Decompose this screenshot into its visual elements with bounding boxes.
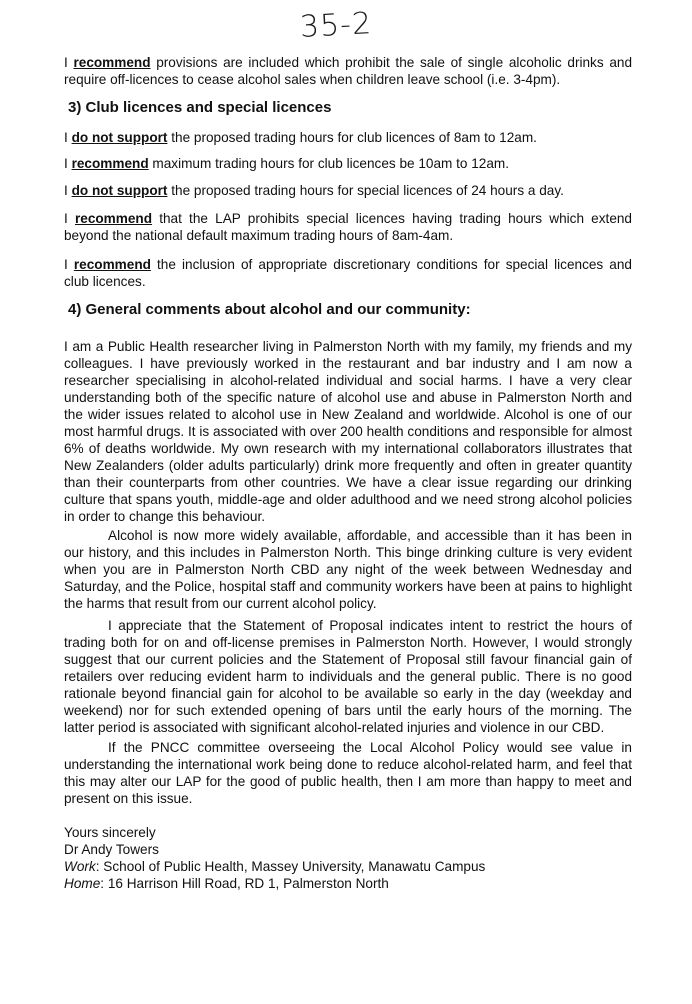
section3-item: I recommend that the LAP prohibits special licences having trading hours which extend beyond the national default maximum trading hours of 8am-4am.	[64, 211, 632, 243]
section3-item: I recommend maximum trading hours for club licences be 10am to 12am.	[64, 156, 510, 171]
section3-heading: 3) Club licences and special licences	[68, 99, 332, 116]
body-paragraph: I appreciate that the Statement of Proposal indicates intent to restrict the hours of trading both for on and off-license premises in Palmerston North. However, I would strongly suggest that our current policies and the Statement of Proposal still favour financial gain of retailers over reducing evident harm to individuals and the general public. There is no good rationale beyond financial gain for alcohol to be available so early in the day (weekday and weekend) nor for such extended opening of bars until the early hours of the morning. The latter period is associated with significant alcohol-related injuries and violence in our CBD.	[64, 618, 632, 735]
keyword: do not support	[71, 183, 168, 198]
body-paragraph: If the PNCC committee overseeing the Local Alcohol Policy would see value in understanding the international work being done to reduce alcohol-related harm, and feel that this may alter our LAP for the good of public health, then I am more than happy to meet and present on this issue.	[64, 740, 632, 806]
signatory-name: Dr Andy Towers	[64, 842, 159, 857]
keyword: recommend	[73, 257, 151, 272]
work-address: Work: School of Public Health, Massey University, Manawatu Campus	[64, 859, 486, 874]
work-label: Work	[64, 859, 96, 874]
keyword: recommend	[73, 55, 151, 70]
body-paragraph: Alcohol is now more widely available, affordable, and accessible than it has been in our history, and this includes in Palmerston North. This binge drinking culture is very evident when you are in Palmerston North CBD any night of the week between Wednesday and Saturday, and the Police, hospital staff and community workers have been at pains to highlight the harms that result from our current alcohol policy.	[64, 528, 632, 611]
home-label: Home	[64, 876, 101, 891]
section3-item: I recommend the inclusion of appropriate discretionary conditions for special licences and club licences.	[64, 257, 632, 289]
keyword: do not support	[71, 130, 168, 145]
home-address: Home: 16 Harrison Hill Road, RD 1, Palmerston North	[64, 876, 389, 891]
handwritten-page-number: 35-2	[299, 6, 373, 45]
body-paragraph: I am a Public Health researcher living in Palmerston North with my family, my friends and my colleagues. I have previously worked in the restaurant and bar industry and I am now a researcher specialising in alcohol-related individual and social harms. I have a very clear understanding both of the specific nature of alcohol use and abuse in Palmerston North and the wider issues related to alcohol use in New Zealand and worldwide. Alcohol is one of our most harmful drugs. It is associated with over 200 health conditions and responsible for almost 6% of deaths worldwide. My own research with my international collaborators illustrates that New Zealanders (older adults particularly) drink more frequently and often in greater quantity than their counterparts from other countries. We have a clear issue regarding our drinking culture that spans youth, middle-age and older adulthood and we need strong alcohol policies in order to change this behaviour.	[64, 339, 632, 524]
section3-item: I do not support the proposed trading hours for club licences of 8am to 12am.	[64, 130, 537, 145]
keyword: recommend	[74, 211, 153, 226]
closing: Yours sincerely	[64, 825, 156, 840]
section4-heading: 4) General comments about alcohol and our community:	[68, 301, 471, 318]
keyword: recommend	[71, 156, 149, 171]
section3-item: I do not support the proposed trading hours for special licences of 24 hours a day.	[64, 183, 564, 198]
section2-recommendation: I recommend provisions are included which prohibit the sale of single alcoholic drinks and require off-licences to cease alcohol sales when children leave school (i.e. 3-4pm).	[64, 55, 633, 87]
